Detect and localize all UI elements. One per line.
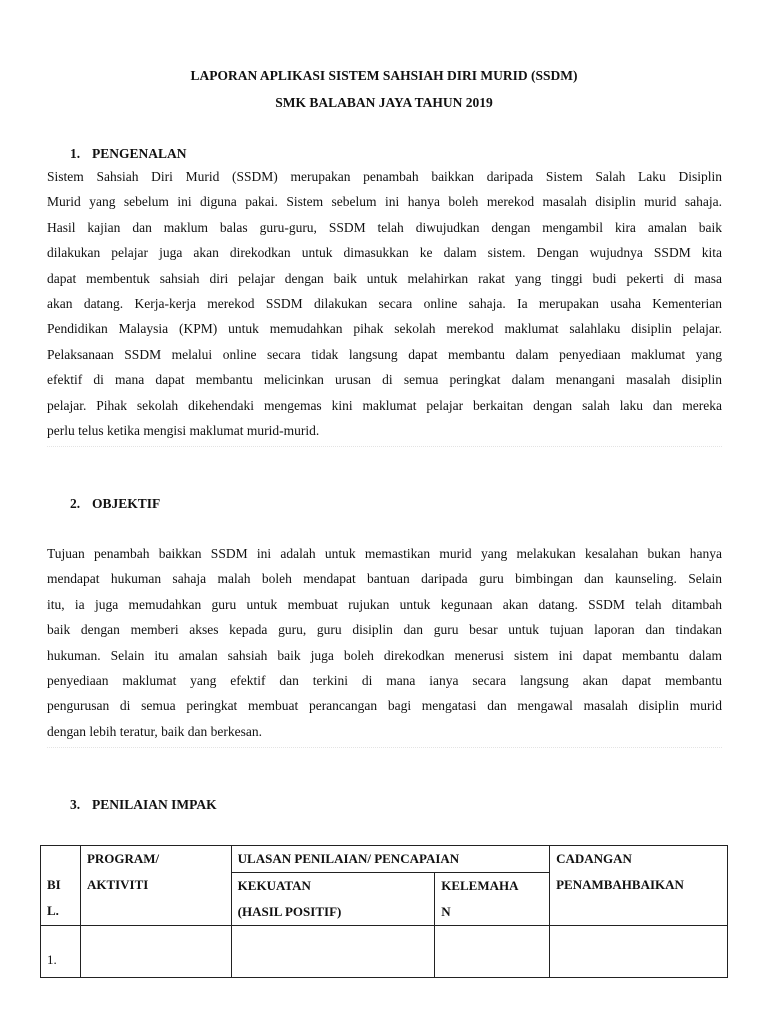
row-kelemahan-cell bbox=[435, 926, 550, 978]
paragraph-pengenalan bbox=[47, 164, 722, 443]
paragraph-line: akan datang. Kerja-kerja merekod SSDM dilakukan secara online sahaja. Ia merupakan usaha Kementerian bbox=[47, 295, 722, 311]
section-heading-pengenalan bbox=[70, 146, 187, 162]
header-cadangan-line: CADANGAN bbox=[556, 851, 632, 866]
section-heading-penilaian-impak bbox=[70, 797, 217, 813]
header-kelemahan-line: KELEMAHA bbox=[441, 878, 519, 893]
paragraph-line: hukuman. Selain itu amalan sahsiah baik juga boleh direkodkan menerusi sistem ini dapat membantu dalam bbox=[47, 647, 722, 663]
paragraph-line: Hasil kajian dan maklum balas guru-guru, SSDM telah diwujudkan dengan mengambil kira amalan baik bbox=[47, 219, 722, 235]
table-row bbox=[41, 926, 728, 978]
section-number: 1. bbox=[70, 146, 81, 161]
impact-table bbox=[40, 845, 728, 978]
header-program-line: AKTIVITI bbox=[86, 877, 149, 892]
row-cadangan-cell bbox=[550, 926, 728, 978]
paragraph-line: penyediaan maklumat yang efektif dan terkini di mana ianya secara langsung akan dapat membantu bbox=[47, 672, 722, 688]
row-kekuatan-cell bbox=[231, 926, 435, 978]
paragraph-line: Pendidikan Malaysia (KPM) untuk memudahkan pihak sekolah merekod maklumat salahlaku disiplin pelajar. bbox=[47, 321, 722, 337]
header-ulasan: ULASAN PENILAIAN/ PENCAPAIAN bbox=[231, 846, 549, 873]
paragraph-line: Sistem Sahsiah Diri Murid (SSDM) merupakan penambah baikkan daripada Sistem Salah Laku Disiplin bbox=[47, 169, 722, 184]
paragraph-line: Murid yang sebelum ini diguna pakai. Sistem sebelum ini hanya boleh merekod masalah disiplin murid sahaja. bbox=[47, 194, 722, 210]
section-number: 3. bbox=[70, 797, 81, 812]
paragraph-objektif bbox=[47, 541, 722, 744]
paragraph-line: dilakukan pelajar juga akan direkodkan untuk dimasukkan ke dalam sistem. Dengan wujudnya SSDM kita bbox=[47, 245, 722, 261]
divider bbox=[47, 446, 722, 447]
paragraph-line: pelajar. Pihak sekolah dikehendaki mengemas kini maklumat pelajar berkaitan dengan salah laku dan mereka bbox=[47, 397, 722, 413]
paragraph-line: itu, ia juga memudahkan guru untuk membuat rujukan untuk kegunaan akan datang. SSDM telah ditambah bbox=[47, 596, 722, 612]
header-kekuatan bbox=[231, 873, 435, 926]
paragraph-line: dapat membentuk sahsiah diri pelajar dengan baik untuk melahirkan rakat yang tinggi budi pekerti di masa bbox=[47, 270, 722, 286]
paragraph-line: efektif di mana dapat membantu melicinkan urusan di semua peringkat dalam menangani masalah disiplin bbox=[47, 372, 722, 388]
row-program-cell bbox=[80, 926, 231, 978]
paragraph-line: dengan lebih teratur, baik dan berkesan. bbox=[47, 723, 262, 739]
header-program bbox=[80, 846, 231, 926]
header-bil-line: L. bbox=[47, 903, 59, 918]
header-bil bbox=[41, 846, 81, 926]
section-title: PENGENALAN bbox=[92, 146, 187, 161]
document-title: LAPORAN APLIKASI SISTEM SAHSIAH DIRI MURID (SSDM) bbox=[190, 68, 578, 83]
section-heading-objektif bbox=[70, 496, 160, 512]
paragraph-line: pengurusan di semua peringkat membuat perancangan bagi mengatasi dan mengawal masalah disiplin murid bbox=[47, 698, 722, 714]
divider bbox=[47, 747, 722, 748]
section-title: OBJEKTIF bbox=[92, 496, 161, 511]
paragraph-line: baik dengan memberi akses kepada guru, guru disiplin dan guru besar untuk tujuan laporan dan tindakan bbox=[47, 622, 722, 638]
header-cadangan-line: PENAMBAHBAIKAN bbox=[556, 877, 684, 892]
header-kelemahan-line: N bbox=[441, 904, 451, 919]
paragraph-line: mendapat hukuman sahaja malah boleh mendapat bantuan daripada guru bimbingan dan kaunseling. Selain bbox=[47, 571, 722, 587]
section-title: PENILAIAN IMPAK bbox=[92, 797, 217, 812]
header-kelemahan bbox=[435, 873, 550, 926]
document-subtitle: SMK BALABAN JAYA TAHUN 2019 bbox=[275, 95, 493, 110]
section-number: 2. bbox=[70, 496, 81, 511]
row-bil: 1. bbox=[41, 926, 81, 978]
paragraph-line: Tujuan penambah baikkan SSDM ini adalah untuk memastikan murid yang melakukan kesalahan bukan hanya bbox=[47, 546, 722, 561]
paragraph-line: perlu telus ketika mengisi maklumat murid-murid. bbox=[47, 422, 320, 438]
header-program-line: PROGRAM/ bbox=[86, 851, 160, 866]
header-kekuatan-line: KEKUATAN bbox=[237, 878, 311, 893]
header-cadangan bbox=[550, 846, 728, 926]
header-kekuatan-line: (HASIL POSITIF) bbox=[237, 904, 342, 919]
paragraph-line: Pelaksanaan SSDM melalui online secara tidak langsung dapat membantu dalam penyediaan maklumat yang bbox=[47, 346, 722, 362]
header-bil-line: BI bbox=[47, 877, 61, 892]
